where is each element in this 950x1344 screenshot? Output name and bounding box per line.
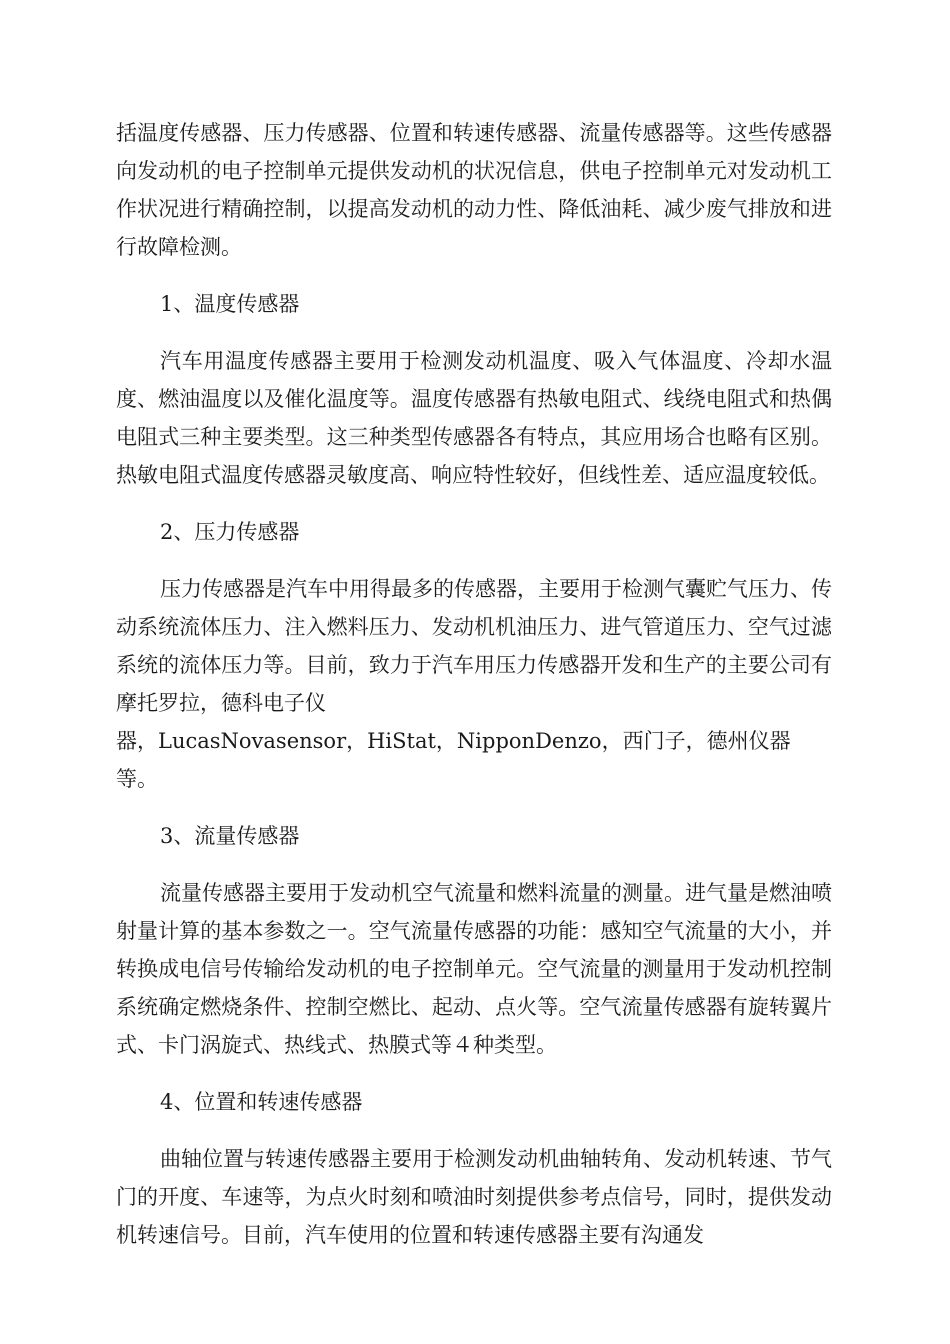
section-body: 曲轴位置与转速传感器主要用于检测发动机曲轴转角、发动机转速、节气门的开度、车速等，为点火时刻和喷油时刻提供参考点信号，同时，提供发动机转速信号。目前，汽车使用的位置和转速传感器主要有沟通发 bbox=[116, 1147, 832, 1247]
section-body: 汽车用温度传感器主要用于检测发动机温度、吸入气体温度、冷却水温度、燃油温度以及催化温度等。温度传感器有热敏电阻式、线绕电阻式和热偶电阻式三种主要类型。这三种类型传感器各有特点，其应用场合也略有区别。热敏电阻式温度传感器灵敏度高、响应特性较好，但线性差、适应温度较低。 bbox=[116, 349, 832, 487]
section-temperature bbox=[116, 285, 832, 494]
section-heading: 2、压力传感器 bbox=[160, 520, 300, 544]
section-heading: 1、温度传感器 bbox=[160, 292, 300, 316]
intro-paragraph: 括温度传感器、压力传感器、位置和转速传感器、流量传感器等。这些传感器向发动机的电子控制单元提供发动机的状况信息，供电子控制单元对发动机工作状况进行精确控制，以提高发动机的动力性、降低油耗、减少废气排放和进行故障检测。 bbox=[116, 121, 832, 259]
section-position-speed bbox=[116, 1083, 832, 1254]
section-flow bbox=[116, 817, 832, 1064]
section-body bbox=[116, 570, 832, 798]
document-page bbox=[116, 114, 832, 1254]
section-heading: 4、位置和转速传感器 bbox=[160, 1090, 363, 1114]
section-pressure bbox=[116, 513, 832, 798]
section-body-part1: 压力传感器是汽车中用得最多的传感器，主要用于检测气囊贮气压力、传动系统流体压力、注入燃料压力、发动机机油压力、进气管道压力、空气过滤系统的流体压力等。目前，致力于汽车用压力传感器开发和生产的主要公司有摩托罗拉，德科电子仪 bbox=[116, 577, 832, 715]
section-body-part2: 器，LucasNovasensor，HiStat，NipponDenzo，西门子，德州仪器等。 bbox=[116, 729, 791, 791]
section-body: 流量传感器主要用于发动机空气流量和燃料流量的测量。进气量是燃油喷射量计算的基本参数之一。空气流量传感器的功能：感知空气流量的大小，并转换成电信号传输给发动机的电子控制单元。空气流量的测量用于发动机控制系统确定燃烧条件、控制空燃比、起动、点火等。空气流量传感器有旋转翼片式、卡门涡旋式、热线式、热膜式等４种类型。 bbox=[116, 881, 832, 1057]
section-heading: 3、流量传感器 bbox=[160, 824, 300, 848]
